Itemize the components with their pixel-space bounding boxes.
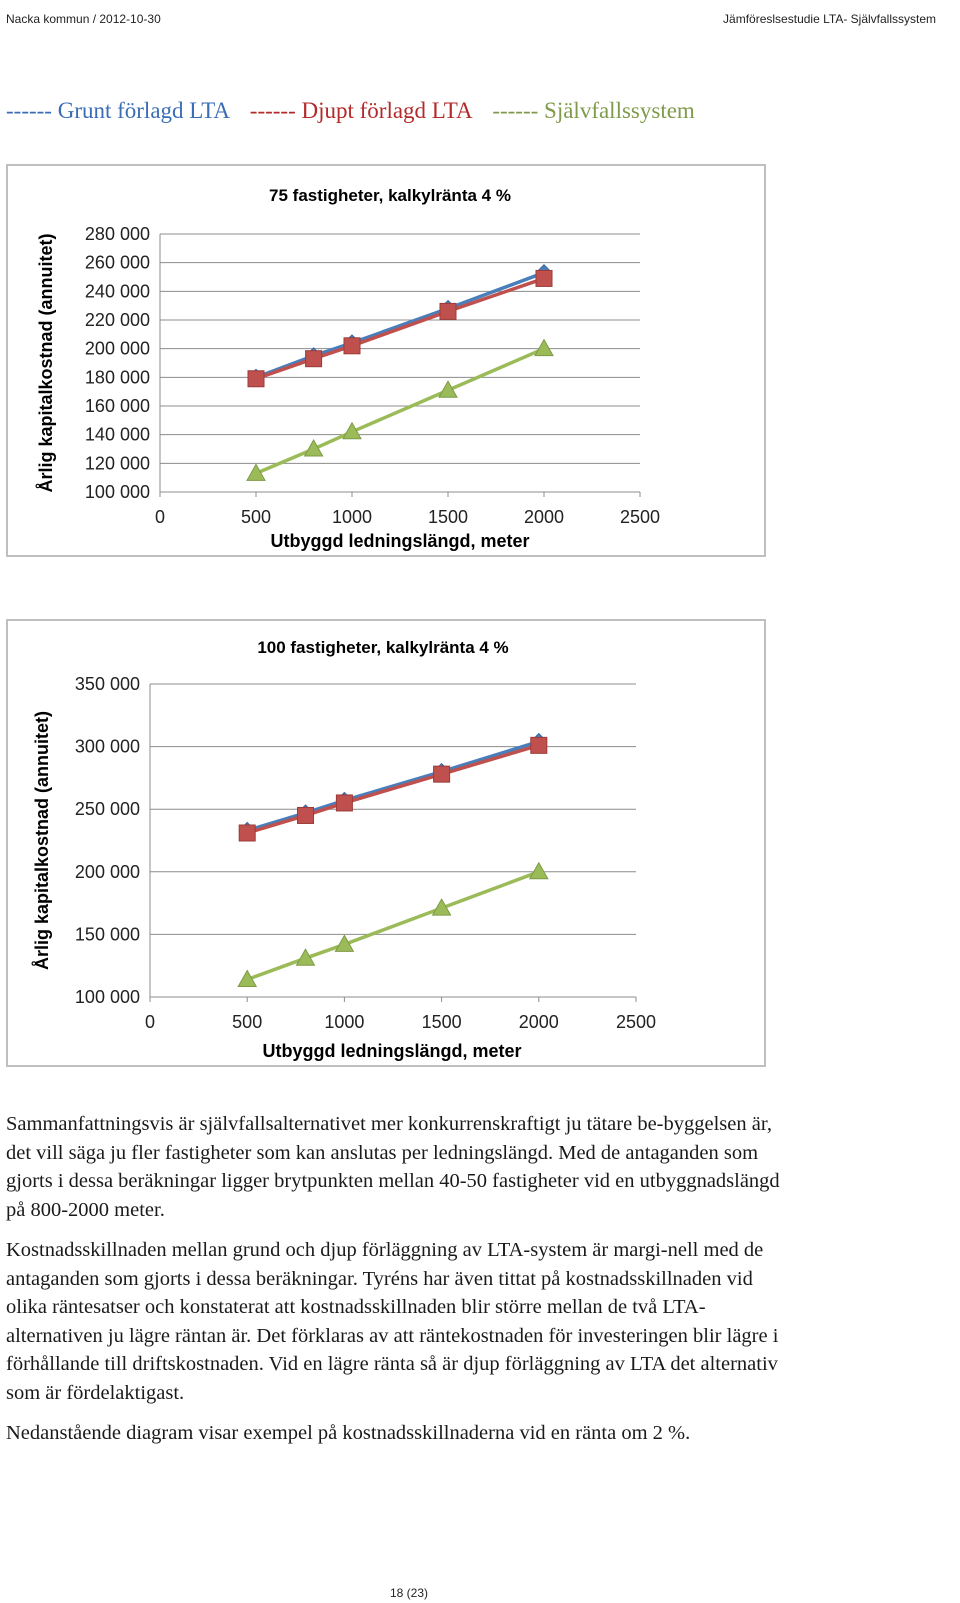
y-axis-label: Årlig kapitalkostnad (annuitet)	[32, 710, 52, 971]
header-left: Nacka kommun / 2012-10-30	[6, 12, 161, 26]
x-tick-label: 1500	[421, 1012, 462, 1032]
series-legend	[6, 98, 709, 124]
y-tick-label: 200 000	[84, 338, 150, 359]
series-1-point	[248, 371, 264, 387]
chart-title: 75 fastigheter, kalkylränta 4 %	[269, 186, 511, 205]
x-tick-label: 500	[232, 1012, 263, 1032]
x-tick-label: 1500	[427, 507, 469, 527]
chart-75-fastigheter	[6, 164, 766, 557]
x-tick-label: 2000	[518, 1012, 559, 1032]
y-tick-label: 280 000	[84, 224, 150, 244]
x-tick-label: 2500	[619, 507, 661, 527]
x-tick-label: 2500	[615, 1012, 657, 1032]
series-1-point	[239, 825, 255, 841]
x-tick-label: 2000	[523, 507, 565, 527]
chart-75-svg	[8, 166, 764, 555]
body-text	[6, 1110, 796, 1460]
y-tick-label: 350 000	[74, 674, 140, 694]
x-axis-label: Utbyggd ledningslängd, meter	[262, 1041, 522, 1061]
header-right: Jämföreslsestudie LTA- Självfallssystem	[723, 12, 936, 26]
chart-100-fastigheter	[6, 619, 766, 1067]
page-number: 18 (23)	[389, 1586, 429, 1600]
y-tick-label: 120 000	[84, 453, 150, 474]
x-tick-label: 0	[154, 507, 166, 527]
x-tick-label: 0	[144, 1012, 156, 1032]
y-tick-label: 220 000	[84, 310, 150, 330]
y-tick-label: 260 000	[84, 252, 150, 273]
y-tick-label: 140 000	[84, 424, 150, 445]
series-1-line	[256, 278, 544, 378]
legend-sjalvfall: ------ Självfallssystem	[492, 98, 695, 123]
y-tick-label: 300 000	[74, 736, 140, 757]
legend-grunt: ------ Grunt förlagd LTA	[6, 98, 231, 123]
legend-djupt: ------ Djupt förlagd LTA	[249, 98, 473, 123]
series-1-point	[531, 737, 547, 753]
y-tick-label: 200 000	[74, 861, 140, 882]
series-2-point	[535, 340, 553, 356]
series-1-point	[344, 338, 360, 354]
x-tick-label: 1000	[324, 1012, 365, 1032]
paragraph-3: Nedanstående diagram visar exempel på kostnadsskillnaderna vid en ränta om 2 %.	[6, 1422, 691, 1444]
series-1-point	[536, 270, 552, 286]
chart-title: 100 fastigheter, kalkylränta 4 %	[257, 638, 509, 657]
series-2-line	[247, 872, 539, 980]
series-1-point	[306, 351, 322, 367]
chart-100-svg	[8, 621, 764, 1065]
y-tick-label: 250 000	[74, 799, 140, 820]
series-1-point	[434, 766, 450, 782]
y-tick-label: 100 000	[84, 482, 150, 502]
y-tick-label: 160 000	[84, 396, 150, 416]
x-tick-label: 500	[240, 507, 272, 527]
paragraph-2: Kostnadsskillnaden mellan grund och djup förläggning av LTA-system är margi-nell med de antaganden som gjorts i dessa beräkningar. Tyréns har även tittat på kostnadsskillnaden vid olika räntesatser och konstaterat att kostnadsskillnaden blir större mellan de två LTA-alternativen ju lägre räntan är. Det förklaras av att räntekostnaden för investeringen blir lägre i förhållande till driftskostnaden. Vid en lägre ränta så är djup förläggning av LTA det alternativ som är fördelaktigast.	[6, 1239, 779, 1404]
x-axis-label: Utbyggd ledningslängd, meter	[270, 531, 530, 551]
series-1-point	[298, 807, 314, 823]
y-tick-label: 180 000	[84, 367, 150, 388]
paragraph-1: Sammanfattningsvis är självfallsalternativet mer konkurrenskraftigt ju tätare be-byggelsen är, det vill säga ju fler fastigheter som kan anslutas per ledningslängd. Med de antaganden som gjorts i dessa beräkningar ligger brytpunkten mellan 40-50 fastigheter vid en utbyggnadslängd på 800-2000 meter.	[6, 1113, 780, 1221]
series-0-line	[256, 273, 544, 378]
y-tick-label: 150 000	[74, 924, 140, 945]
series-1-point	[336, 795, 352, 811]
x-tick-label: 1000	[331, 507, 373, 527]
series-2-point	[530, 863, 548, 879]
series-1-line	[247, 745, 539, 833]
y-tick-label: 240 000	[84, 281, 150, 302]
y-tick-label: 100 000	[74, 987, 140, 1007]
series-0-line	[247, 742, 539, 831]
series-1-point	[440, 303, 456, 319]
y-axis-label: Årlig kapitalkostnad (annuitet)	[36, 233, 56, 493]
series-2-line	[256, 349, 544, 474]
